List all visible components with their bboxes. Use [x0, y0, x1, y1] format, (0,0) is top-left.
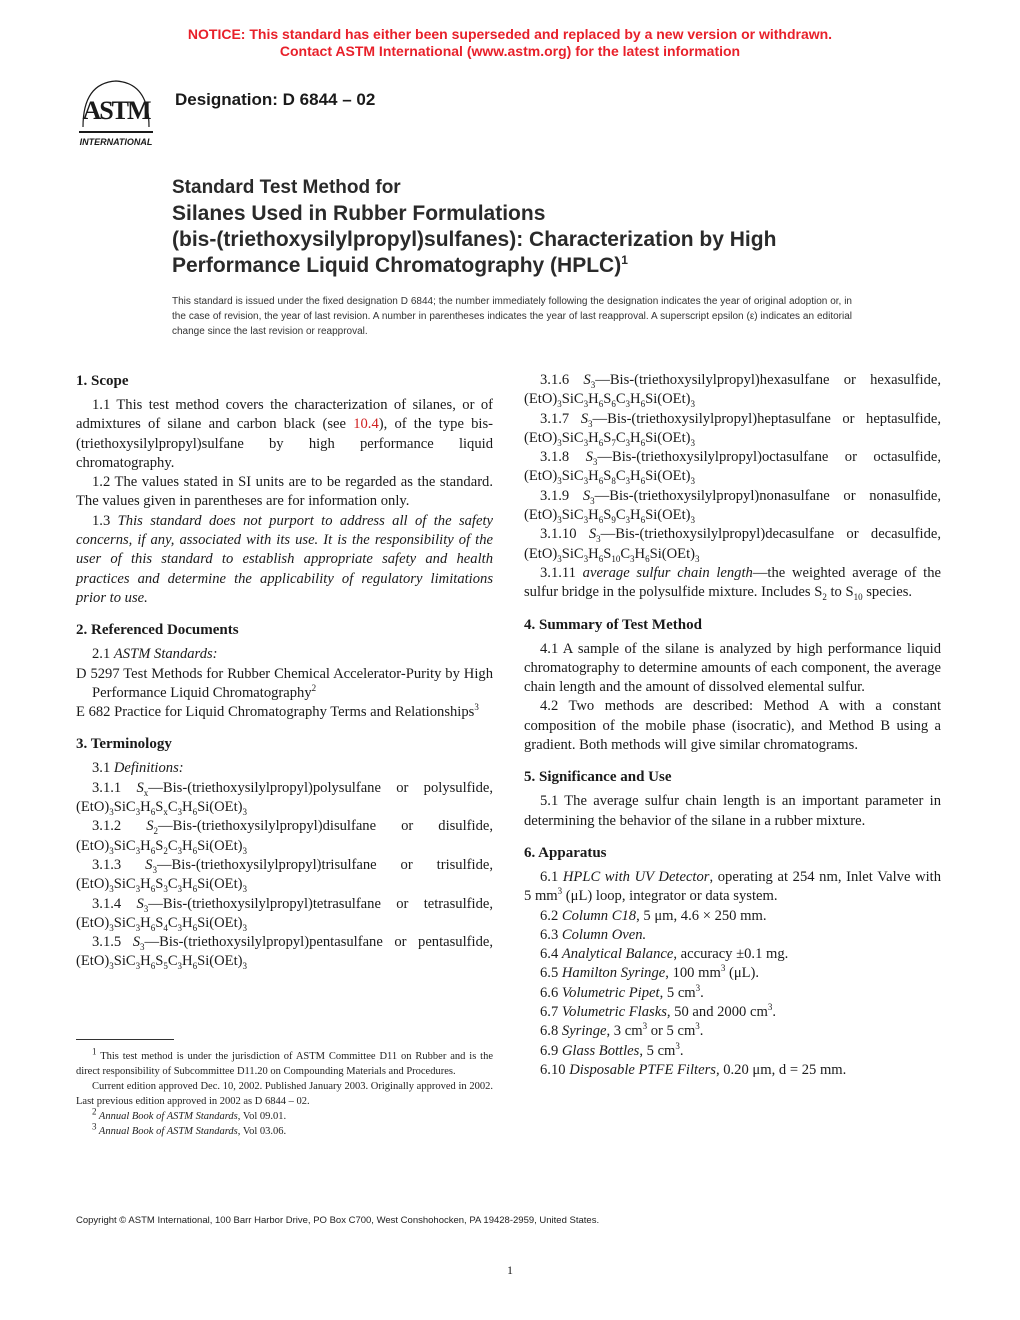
title-line-2: Silanes Used in Rubber Formulations	[172, 202, 546, 225]
designation: Designation: D 6844 – 02	[175, 90, 376, 109]
def-3-1-5: 3.1.5 $S_3—Bis-(triethoxysilylpropyl)pentasulfane$ or pentasulfide, $(EtO)_3SiC_3H_6S_5C_3H_6Si(OEt)_3$	[76, 934, 493, 972]
footnote-1b: Current edition approved Dec. 10, 2002. Published January 2003. Originally approved in 2002. Last previous edition approved in 2002 as D 6844 – 02.	[76, 1081, 493, 1107]
footnote-3: $^3$ Annual Book of ASTM Standards, Vol 03.06.	[92, 1121, 287, 1137]
para-1-1: 1.1 This test method covers the characterization of silanes, or of admixtures of silane and carbon black (see 10.4), of the type bis-(triethoxysilylpropyl)sulfane by high performance liquid chromatography.	[76, 397, 493, 471]
logo-text: ASTM	[82, 96, 150, 125]
ref-d5297: D 5297 Test Methods for Rubber Chemical Accelerator-Purity by High Performance Liquid Chromatography$^2$	[76, 665, 493, 701]
def-3-1-1: 3.1.1 $S_x—Bis-(triethoxysilylpropyl)polysulfane$ or polysulfide, $(EtO)_3SiC_3H_6S_xC_3H_6Si(OEt)_3$	[76, 779, 493, 817]
para-6-8: 6.8 Syringe, 3 $cm^3$ or 5 $cm^3$.	[540, 1021, 704, 1040]
para-2-1: 2.1 ASTM Standards:	[92, 646, 218, 663]
footnote-divider	[76, 1039, 174, 1040]
ref-e682: E 682 Practice for Liquid Chromatography Terms and Relationships$^3$	[76, 702, 479, 721]
issued-note: This standard is issued under the fixed designation D 6844; the number immediately following the designation indicates the year of original adoption or, in the case of revision, the year of last revision. A number in parentheses indicates the year of last reapproval. A superscript epsilon (ε) indicates an editorial change since the last revision or reapproval.	[172, 296, 852, 337]
para-6-10: 6.10 Disposable PTFE Filters, 0.20 μm, d = 25 mm.	[540, 1061, 847, 1078]
document-title	[172, 175, 892, 279]
notice-line-1: NOTICE: This standard has either been superseded and replaced by a new version or withdrawn.	[187, 26, 833, 42]
notice-line-2: Contact ASTM International (www.astm.org) for the latest information	[279, 43, 741, 59]
section-1-heading: 1. Scope	[76, 373, 129, 389]
title-footnote-ref[interactable]: 1	[621, 253, 628, 267]
section-4-heading: 4. Summary of Test Method	[524, 616, 702, 633]
para-6-2: 6.2 Column C18, 5 μm, 4.6 × 250 mm.	[540, 907, 767, 924]
para-6-6: 6.6 Volumetric Pipet, 5 $cm^3$.	[540, 982, 704, 1001]
def-3-1-8: 3.1.8 $S_3—Bis-(triethoxysilylpropyl)octasulfane$ or octasulfide, $(EtO)_3SiC_3H_6S_8C_3H_6Si(OEt)_3$	[524, 449, 941, 487]
para-3-1: 3.1 Definitions:	[92, 760, 184, 777]
section-2-heading: 2. Referenced Documents	[76, 622, 239, 639]
logo-subtext: INTERNATIONAL	[79, 137, 153, 147]
para-4-2: 4.2 Two methods are described: Method A with a constant composition of the mobile phase (isocratic), and Method B using a gradient. Both methods will give similar chromatograms.	[524, 698, 941, 754]
def-3-1-2: 3.1.2 $S_2—Bis-(triethoxysilylpropyl)disulfane$ or disulfide, $(EtO)_3SiC_3H_6S_2C_3H_6Si(OEt)_3$	[76, 818, 493, 856]
para-6-9: 6.9 Glass Bottles, 5 $cm^3$.	[540, 1040, 684, 1059]
para-1-3: 1.3 This standard does not purport to address all of the safety concerns, if any, associated with its use. It is the responsibility of the user of this standard to establish appropriate safety and health practices and determine the applicability of regulatory limitations prior to use.	[76, 512, 493, 606]
section-3-heading: 3. Terminology	[76, 736, 172, 753]
def-3-1-7: 3.1.7 $S_3—Bis-(triethoxysilylpropyl)heptasulfane$ or heptasulfide, $(EtO)_3SiC_3H_6S_7C_3H_6Si(OEt)_3$	[524, 410, 941, 448]
copyright: Copyright © ASTM International, 100 Barr Harbor Drive, PO Box C700, West Conshohocken, PA 19428-2959, United States.	[76, 1215, 600, 1226]
title-line-1: Standard Test Method for	[172, 177, 401, 198]
para-5-1: 5.1 The average sulfur chain length is an important parameter in determining the behavior of the silane in a rubber mixture.	[524, 793, 941, 829]
link-10-4[interactable]: 10.4	[353, 416, 379, 433]
para-6-5: 6.5 Hamilton Syringe, 100 $mm^3$ (μL).	[540, 963, 760, 982]
footnote-2: $^2$ Annual Book of ASTM Standards, Vol 09.01.	[92, 1106, 287, 1122]
para-6-1: 6.1 HPLC with UV Detector, operating at 254 nm, Inlet Valve with 5 $mm^3$ (μL) loop, integrator or data system.	[524, 868, 942, 905]
def-3-1-3: 3.1.3 $S_3—Bis-(triethoxysilylpropyl)trisulfane$ or trisulfide, $(EtO)_3SiC_3H_6S_3C_3H_6Si(OEt)_3$	[76, 856, 493, 895]
section-6-heading: 6. Apparatus	[524, 844, 607, 861]
notice-banner	[0, 26, 1020, 60]
def-3-1-10: 3.1.10 $S_3—Bis-(triethoxysilylpropyl)decasulfane$ or decasulfide, $(EtO)_3SiC_3H_6S_{10}C_3H_6Si(OEt)_3$	[524, 526, 941, 564]
right-column	[524, 371, 941, 1080]
def-3-1-11: 3.1.11 average sulfur chain length—the weighted average of the sulfur bridge in the polysulfide mixture. Includes $S_2$ to $S_{10}$ species.	[524, 564, 941, 603]
para-1-2: 1.2 The values stated in SI units are to be regarded as the standard. The values given in parentheses are for information only.	[76, 474, 493, 510]
footnotes	[76, 1046, 493, 1139]
footnote-1: $^1$ This test method is under the jurisdiction of ASTM Committee D11 on Rubber and is the direct responsibility of Subcommittee D11.20 on Compounding Materials and Procedures.	[76, 1046, 493, 1077]
def-3-1-4: 3.1.4 $S_3—Bis-(triethoxysilylpropyl)tetrasulfane$ or tetrasulfide, $(EtO)_3SiC_3H_6S_4C_3H_6Si(OEt)_3$	[76, 895, 493, 933]
def-3-1-9: 3.1.9 $S_3—Bis-(triethoxysilylpropyl)nonasulfane$ or nonasulfide, $(EtO)_3SiC_3H_6S_9C_3H_6Si(OEt)_3$	[524, 487, 941, 525]
para-4-1: 4.1 A sample of the silane is analyzed by high performance liquid chromatography to determine amounts of each component, the average chain length and the amount of dissolved elemental sulfur.	[524, 640, 941, 696]
astm-logo	[73, 75, 159, 151]
title-line-4: Performance Liquid Chromatography (HPLC)$^1$	[172, 253, 628, 277]
para-6-4: 6.4 Analytical Balance, accuracy ±0.1 mg.	[540, 946, 789, 963]
para-6-7: 6.7 Volumetric Flasks, 50 and 2000 $cm^3$.	[540, 1002, 776, 1021]
title-line-3: (bis-(triethoxysilylpropyl)sulfanes): Characterization by High	[172, 228, 777, 251]
def-3-1-6: 3.1.6 $S_3—Bis-(triethoxysilylpropyl)hexasulfane$ or hexasulfide, $(EtO)_3SiC_3H_6S_6C_3H_6Si(OEt)_3$	[524, 372, 941, 410]
para-6-3: 6.3 Column Oven.	[540, 926, 647, 943]
left-column	[76, 371, 493, 972]
page-number: 1	[507, 1263, 513, 1277]
section-5-heading: 5. Significance and Use	[524, 769, 672, 786]
